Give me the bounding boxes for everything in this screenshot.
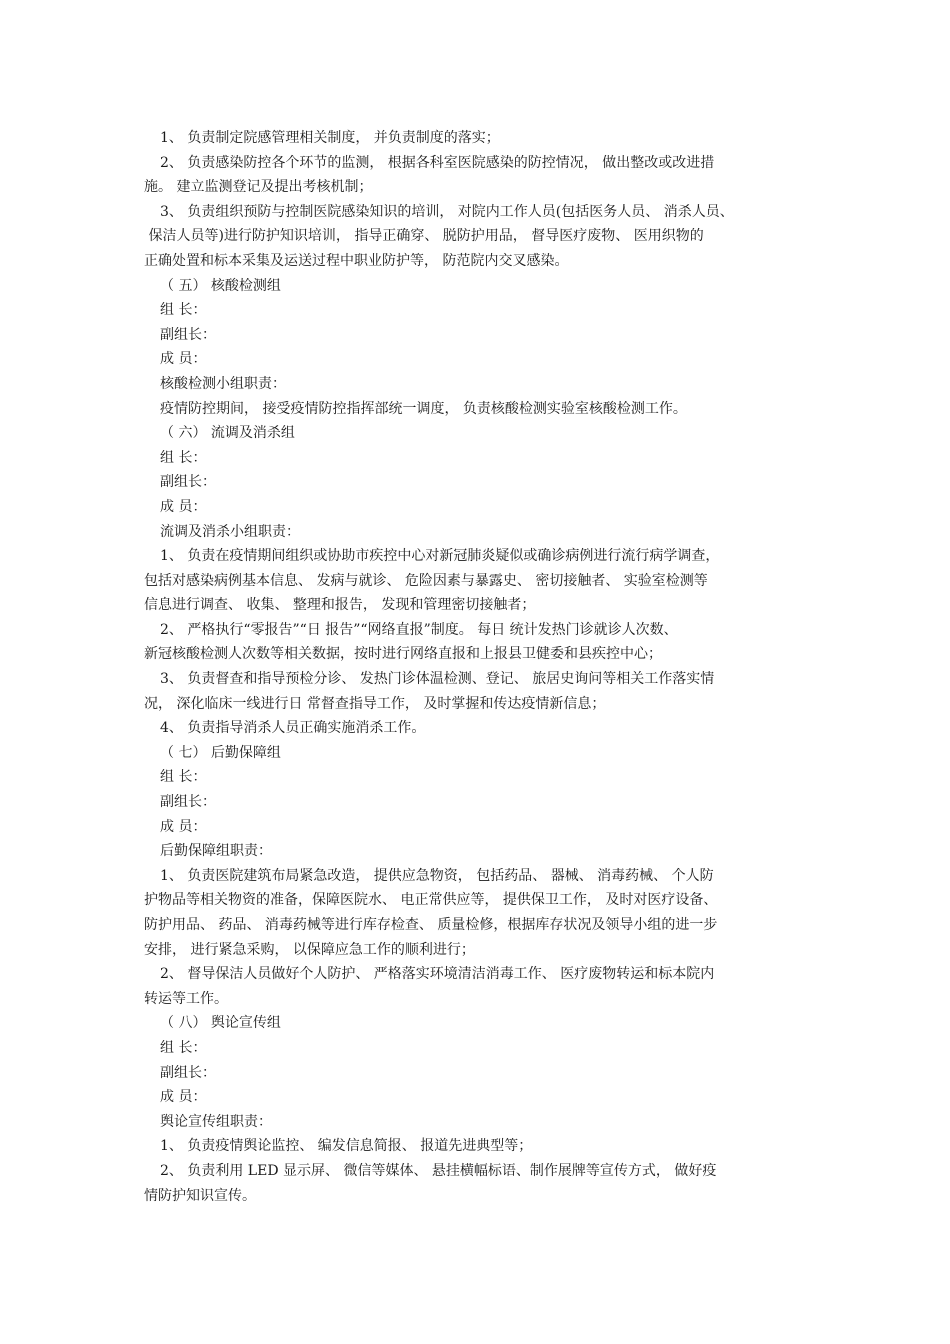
text-line: 新冠核酸检测人次数等相关数据，按时进行网络直报和上报县卫健委和县疾控中心； xyxy=(144,646,662,663)
text-line: 2、 负责感染防控各个环节的监测， 根据各科室医院感染的防控情况， 做出整改或改进措 xyxy=(160,154,715,171)
text-line: 1、 负责制定院感管理相关制度， 并负责制度的落实； xyxy=(160,130,500,146)
text-line: 副组长： xyxy=(160,1064,216,1081)
text-line: 2、 督导保洁人员做好个人防护、 严格落实环境清洁消毒工作、 医疗废物转运和标本院内 xyxy=(160,966,715,983)
text-line: 包括对感染病例基本信息、 发病与就诊、 危险因素与暴露史、 密切接触者、 实验室检测等 xyxy=(144,572,708,589)
text-line: 核酸检测小组职责： xyxy=(160,375,286,392)
text-line: 施。 建立监测登记及提出考核机制； xyxy=(144,179,373,196)
text-line: 成 员： xyxy=(160,818,207,835)
text-line: 3、 负责督查和指导预检分诊、 发热门诊体温检测、登记、 旅居史询问等相关工作落实情 xyxy=(160,671,715,688)
text-line: 副组长： xyxy=(160,794,216,811)
text-line: 疫情防控期间， 接受疫情防控指挥部统一调度， 负责核酸检测实验室核酸检测工作。 xyxy=(160,400,687,417)
text-line: 舆论宣传组职责： xyxy=(160,1113,272,1130)
text-line: 护物品等相关物资的准备，保障医院水、 电正常供应等， 提供保卫工作， 及时对医疗设备、 xyxy=(144,892,718,909)
text-line: 防护用品、 药品、 消毒药械等进行库存检查、 质量检修，根据库存状况及领导小组的进一步 xyxy=(144,917,718,933)
text-line: 成 员： xyxy=(160,351,207,368)
text-line: （ 五） 核酸检测组 xyxy=(160,277,281,294)
text-line: 4、 负责指导消杀人员正确实施消杀工作。 xyxy=(160,720,426,737)
text-line: 1、 负责在疫情期间组织或协助市疾控中心对新冠肺炎疑似或确诊病例进行流行病学调查， xyxy=(160,548,720,565)
text-line: 情防护知识宣传。 xyxy=(144,1187,256,1204)
text-line: 组 长： xyxy=(160,1039,207,1056)
text-line: （ 八） 舆论宣传组 xyxy=(160,1015,281,1032)
text-line: 成 员： xyxy=(160,498,207,515)
document-body xyxy=(144,126,824,1208)
text-line: 流调及消杀小组职责： xyxy=(160,523,300,540)
text-line: 2、 负责利用 LED 显示屏、 微信等媒体、 悬挂横幅标语、制作展牌等宣传方式， 做好疫 xyxy=(160,1162,717,1179)
text-line: 信息进行调查、 收集、 整理和报告， 发现和管理密切接触者； xyxy=(144,597,536,614)
text-line: 况， 深化临床一线进行日 常督查指导工作， 及时掌握和传达疫情新信息； xyxy=(144,695,606,712)
text-line: 安排， 进行紧急采购， 以保障应急工作的顺利进行； xyxy=(144,941,475,958)
text-line: 2、 严格执行“零报告”“日 报告”“网络直报”制度。 每日 统计发热门诊就诊人次数、 xyxy=(160,621,678,638)
text-line: 组 长： xyxy=(160,449,207,466)
text-line: 副组长： xyxy=(160,326,216,343)
text-line: 转运等工作。 xyxy=(144,990,228,1007)
text-line: 保洁人员等)进行防护知识培训， 指导正确穿、 脱防护用品， 督导医疗废物、 医用织物的 xyxy=(144,228,704,245)
text-line: 1、 负责医院建筑布局紧急改造， 提供应急物资， 包括药品、 器械、 消毒药械、 个人防 xyxy=(160,867,714,884)
text-line: 组 长： xyxy=(160,769,207,786)
text-line: （ 六） 流调及消杀组 xyxy=(160,425,295,442)
text-line: 正确处置和标本采集及运送过程中职业防护等， 防范院内交叉感染。 xyxy=(144,252,569,269)
text-line: 后勤保障组职责： xyxy=(160,843,272,860)
text-line: 1、 负责疫情舆论监控、 编发信息简报、 报道先进典型等； xyxy=(160,1138,533,1155)
text-line: 副组长： xyxy=(160,474,216,491)
text-line: 成 员： xyxy=(160,1089,207,1106)
text-line: 组 长： xyxy=(160,302,207,319)
text-line: 3、 负责组织预防与控制医院感染知识的培训， 对院内工作人员(包括医务人员、 消杀人员、 xyxy=(160,203,734,220)
text-line: （ 七） 后勤保障组 xyxy=(160,744,281,761)
